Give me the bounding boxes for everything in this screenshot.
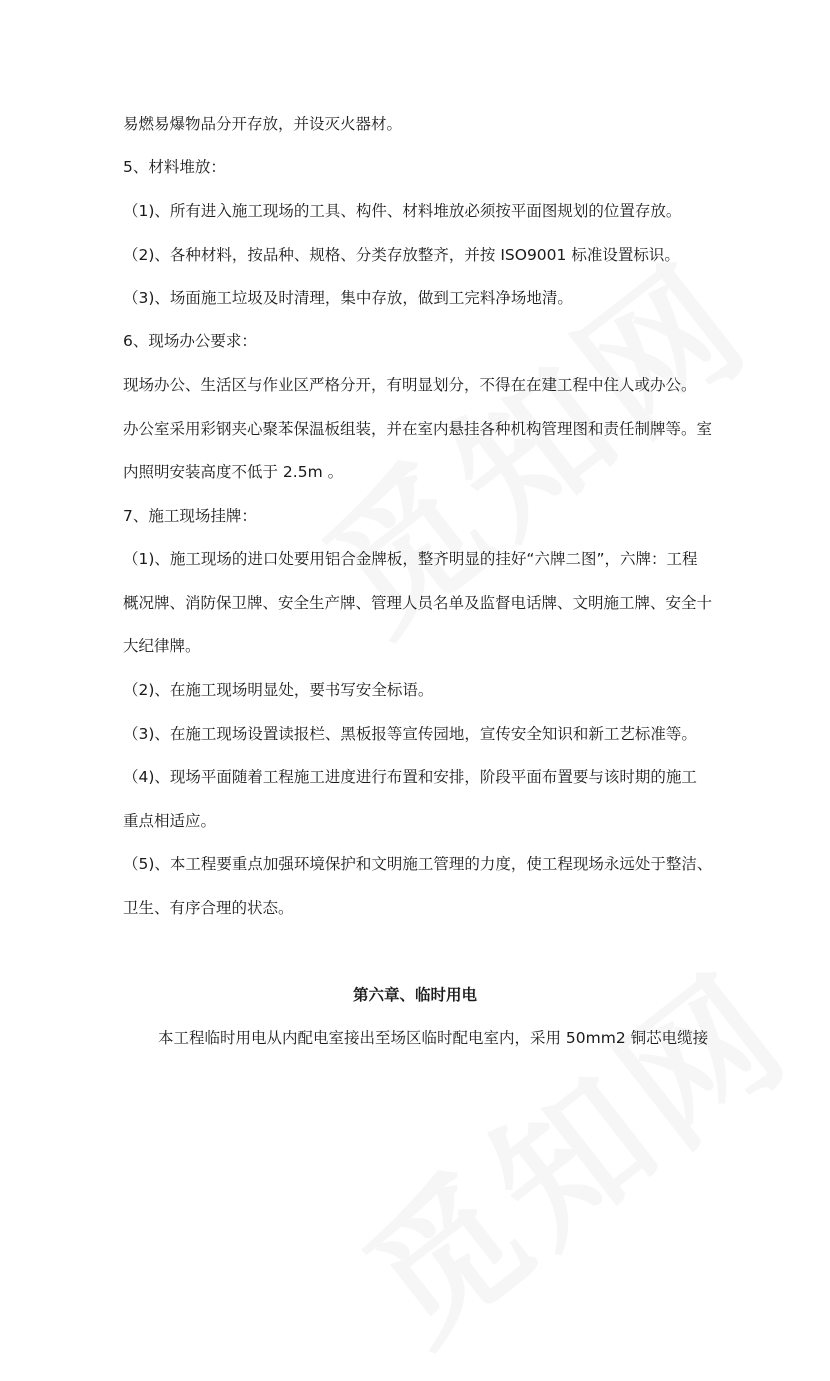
list-item: （1)、所有进入施工现场的工具、构件、材料堆放必须按平面图规划的位置存放。 xyxy=(123,202,682,220)
list-item: （3)、场面施工垃圾及时清理，集中存放，做到工完料净场地清。 xyxy=(123,289,573,307)
text-line: 概况牌、消防保卫牌、安全生产牌、管理人员名单及监督电话牌、文明施工牌、安全十 xyxy=(123,594,713,612)
text-line: 大纪律牌。 xyxy=(123,637,201,655)
list-item: （5)、本工程要重点加强环境保护和文明施工管理的力度，使工程现场永远处于整洁、 xyxy=(123,855,713,873)
text-line: 现场办公、生活区与作业区严格分开，有明显划分，不得在在建工程中住人或办公。 xyxy=(123,376,697,394)
section-heading: 6、现场办公要求： xyxy=(123,332,257,350)
chapter-title: 第六章、临时用电 xyxy=(352,986,477,1004)
section-heading: 5、材料堆放： xyxy=(123,158,226,176)
text-line: 内照明安装高度不低于 2.5m 。 xyxy=(123,463,344,481)
text-line: 重点相适应。 xyxy=(123,812,217,830)
list-item: （3)、在施工现场设置读报栏、黑板报等宣传园地，宣传安全知识和新工艺标准等。 xyxy=(123,725,697,743)
text-line: 本工程临时用电从内配电室接出至场区临时配电室内，采用 50mm2 铜芯电缆接 xyxy=(158,1029,709,1047)
list-item: （1)、施工现场的进口处要用铝合金牌板，整齐明显的挂好“六牌二图”，六牌：工程 xyxy=(123,550,698,568)
list-item: （4)、现场平面随着工程施工进度进行布置和安排，阶段平面布置要与该时期的施工 xyxy=(123,768,697,786)
text-line: 卫生、有序合理的状态。 xyxy=(123,899,294,917)
section-heading: 7、施工现场挂牌： xyxy=(123,507,257,525)
list-item: （2)、各种材料，按品种、规格、分类存放整齐，并按 ISO9001 标准设置标识。 xyxy=(123,246,680,264)
text-line: 易燃易爆物品分开存放，并设灭火器材。 xyxy=(123,115,403,133)
text-line: 办公室采用彩钢夹心聚苯保温板组装，并在室内悬挂各种机构管理图和责任制牌等。室 xyxy=(123,420,713,438)
list-item: （2)、在施工现场明显处，要书写安全标语。 xyxy=(123,681,434,699)
